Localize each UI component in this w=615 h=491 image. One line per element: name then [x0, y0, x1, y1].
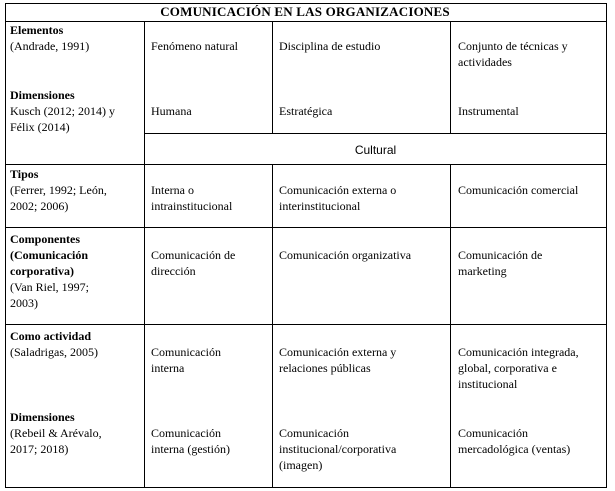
row-label-tipos: Tipos [10, 167, 39, 181]
cell-componentes-col1: Comunicación de dirección [151, 248, 236, 278]
row-label-elementos: Elementos [10, 23, 64, 37]
cell-dimensiones-rebeil-col1: Comunicación interna (gestión) [151, 426, 230, 456]
row-source-actividad: (Saladrigas, 2005) [10, 345, 98, 359]
rule-col3-lower [450, 164, 451, 488]
row-source-tipos: (Ferrer, 1992; León, 2002; 2006) [10, 183, 107, 213]
rule-span-bottom [5, 164, 607, 165]
rule-col2-upper [272, 21, 273, 134]
row-label-actividad: Como actividad [10, 329, 91, 343]
row-source-componentes: (Van Riel, 1997; 2003) [10, 280, 89, 310]
rule-left [5, 3, 6, 488]
rule-bottom [5, 487, 607, 488]
cell-cultural-span: Cultural [354, 143, 397, 157]
cell-elementos-col3: Conjunto de técnicas y actividades [458, 39, 568, 69]
row-source-dimensiones-kusch: Kusch (2012; 2014) y Félix (2014) [10, 104, 115, 134]
row-label-dimensiones-rebeil: Dimensiones [10, 410, 75, 424]
rule-col1 [144, 21, 145, 488]
cell-elementos-col2: Disciplina de estudio [279, 39, 381, 53]
rule-title-bottom [5, 21, 607, 22]
cell-dimensiones-kusch-col3: Instrumental [458, 104, 519, 118]
cell-actividad-col3: Comunicación integrada, global, corporativa e institucional [458, 345, 579, 391]
cell-tipos-col3: Comunicación comercial [458, 183, 579, 197]
cell-dimensiones-rebeil-col2: Comunicación institucional/corporativa (imagen) [279, 426, 397, 472]
rule-span-top [144, 133, 607, 134]
cell-actividad-col2: Comunicación externa y relaciones públicas [279, 345, 397, 375]
rule-componentes-bottom [5, 324, 607, 325]
cell-dimensiones-kusch-col1: Humana [151, 104, 192, 118]
row-label-componentes: Componentes (Comunicación corporativa) [10, 232, 88, 278]
table-title: COMUNICACIÓN EN LAS ORGANIZACIONES [160, 4, 450, 19]
rule-col2-lower [272, 164, 273, 488]
cell-dimensiones-kusch-col2: Estratégica [279, 104, 333, 118]
rule-col3-upper [450, 21, 451, 134]
cell-tipos-col1: Interna o intrainstitucional [151, 183, 233, 213]
row-source-elementos: (Andrade, 1991) [10, 39, 90, 53]
rule-right [606, 3, 607, 488]
rule-tipos-bottom [5, 227, 607, 228]
cell-componentes-col3: Comunicación de marketing [458, 248, 543, 278]
cell-actividad-col1: Comunicación interna [151, 345, 221, 375]
cell-dimensiones-rebeil-col3: Comunicación mercadológica (ventas) [458, 426, 571, 456]
cell-tipos-col2: Comunicación externa o interinstitucional [279, 183, 397, 213]
row-source-dimensiones-rebeil: (Rebeil & Arévalo, 2017; 2018) [10, 426, 102, 456]
row-label-dimensiones-kusch: Dimensiones [10, 88, 75, 102]
cell-componentes-col2: Comunicación organizativa [279, 248, 412, 262]
cell-elementos-col1: Fenómeno natural [151, 39, 238, 53]
